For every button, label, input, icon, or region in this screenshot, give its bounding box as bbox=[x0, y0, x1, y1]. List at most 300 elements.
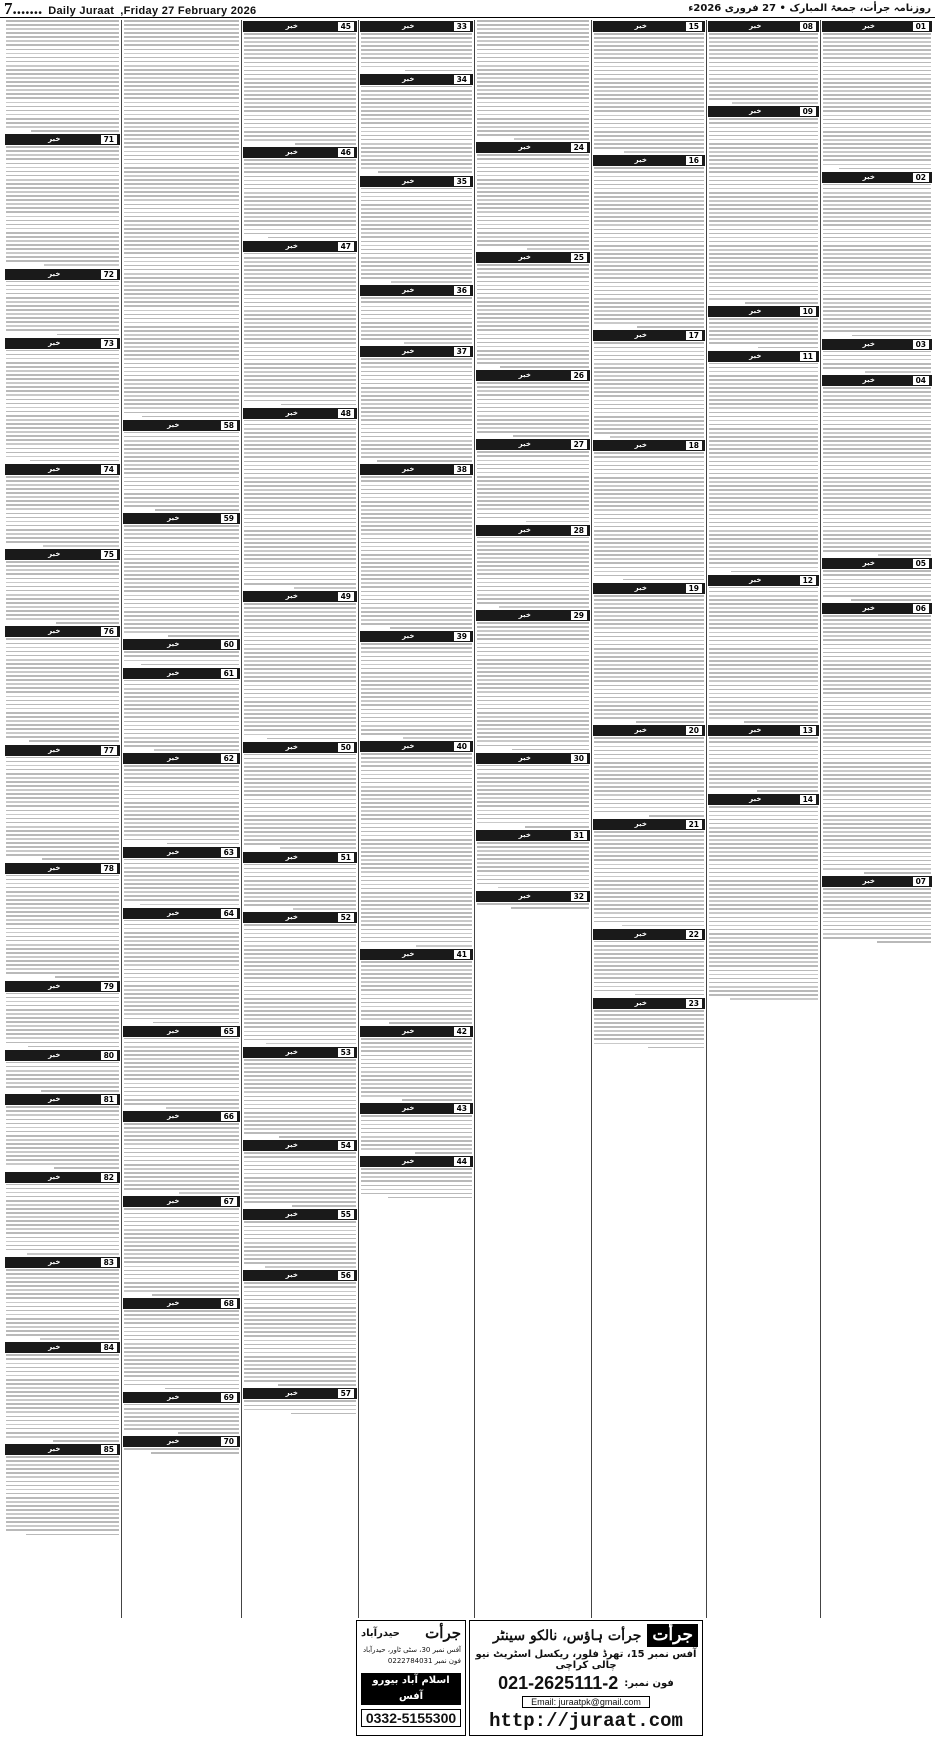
text-line bbox=[361, 843, 472, 845]
news-story[interactable] bbox=[242, 1140, 358, 1207]
news-story[interactable] bbox=[475, 830, 591, 889]
story-number: 13 bbox=[800, 726, 816, 735]
text-line bbox=[823, 220, 931, 222]
text-line bbox=[244, 1091, 356, 1093]
news-story[interactable] bbox=[4, 1172, 121, 1255]
text-line bbox=[594, 619, 704, 621]
text-line bbox=[6, 818, 119, 820]
story-number: 61 bbox=[221, 669, 237, 678]
story-header bbox=[5, 464, 120, 475]
text-line bbox=[361, 110, 472, 112]
news-story[interactable] bbox=[122, 513, 241, 637]
text-line bbox=[124, 586, 239, 588]
text-line bbox=[124, 261, 239, 263]
story-body bbox=[4, 281, 121, 336]
news-story[interactable] bbox=[122, 908, 241, 1024]
text-line bbox=[361, 228, 472, 230]
news-story[interactable] bbox=[4, 1444, 121, 1535]
text-line bbox=[477, 704, 589, 706]
text-line bbox=[124, 712, 239, 714]
text-line bbox=[823, 82, 931, 84]
news-story[interactable] bbox=[122, 1436, 241, 1454]
text-line bbox=[709, 615, 818, 617]
story-number: 83 bbox=[101, 1258, 117, 1267]
news-story[interactable] bbox=[359, 346, 474, 462]
text-line bbox=[6, 386, 119, 388]
news-story[interactable] bbox=[122, 1392, 241, 1434]
news-story[interactable] bbox=[242, 21, 358, 145]
text-line bbox=[709, 859, 818, 861]
news-story[interactable] bbox=[821, 21, 933, 169]
text-line bbox=[6, 1468, 119, 1470]
text-line bbox=[244, 424, 356, 426]
story-title: خبر bbox=[167, 847, 180, 856]
text-line bbox=[361, 835, 472, 837]
story-title: خبر bbox=[402, 632, 415, 641]
text-line bbox=[594, 318, 704, 320]
text-line bbox=[477, 818, 589, 820]
news-story[interactable] bbox=[592, 583, 706, 723]
text-line bbox=[477, 163, 589, 165]
text-line bbox=[594, 290, 704, 292]
masthead bbox=[0, 0, 935, 18]
news-story[interactable] bbox=[821, 375, 933, 556]
news-story[interactable] bbox=[359, 1103, 474, 1153]
text-line bbox=[361, 672, 472, 674]
text-line bbox=[124, 1278, 239, 1280]
news-story[interactable] bbox=[359, 631, 474, 738]
news-story[interactable] bbox=[821, 558, 933, 600]
text-line bbox=[244, 265, 356, 267]
text-line bbox=[124, 1042, 239, 1044]
text-line bbox=[477, 220, 589, 222]
news-story[interactable] bbox=[592, 929, 706, 996]
news-story[interactable] bbox=[359, 464, 474, 629]
news-story[interactable] bbox=[821, 603, 933, 874]
text-line bbox=[6, 1387, 119, 1389]
text-line bbox=[124, 867, 239, 869]
text-line bbox=[477, 496, 589, 498]
text-line bbox=[594, 550, 704, 552]
news-story[interactable] bbox=[707, 21, 820, 104]
news-story[interactable] bbox=[475, 525, 591, 608]
story-title: خبر bbox=[749, 575, 762, 584]
story-title: خبر bbox=[48, 338, 61, 347]
text-line bbox=[594, 196, 704, 198]
text-line bbox=[6, 1029, 119, 1031]
text-line bbox=[124, 826, 239, 828]
news-story[interactable] bbox=[475, 891, 591, 909]
news-story[interactable] bbox=[122, 668, 241, 751]
text-line bbox=[823, 705, 931, 707]
story-header bbox=[123, 420, 240, 431]
news-story[interactable] bbox=[242, 147, 358, 238]
text-line bbox=[6, 602, 119, 604]
text-line bbox=[477, 691, 589, 693]
text-line bbox=[6, 972, 119, 974]
text-line bbox=[6, 146, 119, 148]
text-line bbox=[709, 668, 818, 670]
text-line bbox=[361, 1176, 472, 1178]
text-line bbox=[499, 606, 589, 608]
text-line bbox=[6, 256, 119, 258]
text-line bbox=[709, 990, 818, 992]
text-line bbox=[477, 696, 589, 698]
text-line bbox=[709, 298, 818, 300]
news-story[interactable] bbox=[242, 1209, 358, 1268]
news-story[interactable] bbox=[475, 610, 591, 750]
news-story[interactable] bbox=[122, 420, 241, 511]
news-story[interactable] bbox=[122, 753, 241, 844]
text-line bbox=[124, 989, 239, 991]
text-line bbox=[823, 359, 931, 361]
text-line bbox=[141, 664, 239, 666]
story-header bbox=[123, 1111, 240, 1122]
text-line bbox=[278, 1384, 356, 1386]
news-story[interactable] bbox=[707, 351, 820, 573]
text-line bbox=[124, 899, 239, 901]
news-story[interactable] bbox=[592, 21, 706, 153]
text-line bbox=[477, 545, 589, 547]
text-line bbox=[6, 1497, 119, 1499]
news-story[interactable] bbox=[4, 626, 121, 742]
text-line bbox=[124, 199, 239, 201]
text-line bbox=[244, 1161, 356, 1163]
news-story[interactable] bbox=[707, 306, 820, 348]
text-line bbox=[6, 216, 119, 218]
text-line bbox=[823, 277, 931, 279]
story-body bbox=[242, 1059, 358, 1138]
text-line bbox=[823, 534, 931, 536]
news-story[interactable] bbox=[122, 639, 241, 665]
text-line bbox=[594, 794, 704, 796]
news-story[interactable] bbox=[4, 745, 121, 861]
text-line bbox=[823, 688, 931, 690]
text-line bbox=[878, 554, 931, 556]
text-line bbox=[244, 648, 356, 650]
news-story[interactable] bbox=[592, 725, 706, 816]
story-header bbox=[123, 1196, 240, 1207]
story-header bbox=[243, 1388, 357, 1399]
text-line bbox=[244, 876, 356, 878]
text-line bbox=[709, 831, 818, 833]
text-line bbox=[361, 517, 472, 519]
text-line bbox=[823, 729, 931, 731]
text-line bbox=[594, 294, 704, 296]
story-title: خبر bbox=[285, 1047, 298, 1056]
text-line bbox=[361, 33, 472, 35]
text-line bbox=[477, 20, 589, 22]
news-story[interactable] bbox=[821, 876, 933, 943]
text-line bbox=[709, 782, 818, 784]
text-line bbox=[244, 1063, 356, 1065]
text-line bbox=[244, 1303, 356, 1305]
text-line bbox=[709, 591, 818, 593]
news-story[interactable] bbox=[592, 440, 706, 580]
text-line bbox=[6, 683, 119, 685]
news-story[interactable] bbox=[122, 1298, 241, 1389]
text-line bbox=[477, 451, 589, 453]
story-number: 09 bbox=[800, 107, 816, 116]
email-address[interactable]: Email: juraatpk@gmail.com bbox=[522, 1696, 650, 1708]
text-line bbox=[6, 1066, 119, 1068]
news-story[interactable] bbox=[4, 1342, 121, 1441]
news-story[interactable] bbox=[359, 285, 474, 344]
phone-row bbox=[498, 1673, 674, 1694]
text-line bbox=[124, 655, 239, 657]
news-story[interactable] bbox=[707, 725, 820, 792]
news-story[interactable] bbox=[122, 847, 241, 906]
text-line bbox=[124, 289, 239, 291]
text-line bbox=[594, 53, 704, 55]
text-line bbox=[361, 444, 472, 446]
text-line bbox=[823, 595, 931, 597]
text-line bbox=[124, 1416, 239, 1418]
story-number: 41 bbox=[454, 950, 470, 959]
news-story[interactable] bbox=[4, 863, 121, 979]
text-line bbox=[244, 363, 356, 365]
news-story[interactable] bbox=[4, 134, 121, 266]
text-line bbox=[6, 814, 119, 816]
text-line bbox=[361, 558, 472, 560]
text-line bbox=[477, 394, 589, 396]
text-line bbox=[594, 851, 704, 853]
text-line bbox=[823, 298, 931, 300]
news-story[interactable] bbox=[359, 1026, 474, 1101]
text-line bbox=[291, 1413, 356, 1415]
news-story[interactable] bbox=[122, 1026, 241, 1109]
story-body bbox=[359, 1038, 474, 1101]
news-story[interactable] bbox=[242, 912, 358, 1044]
text-line bbox=[709, 644, 818, 646]
news-story[interactable] bbox=[592, 155, 706, 328]
news-story[interactable] bbox=[707, 575, 820, 723]
news-story[interactable] bbox=[707, 794, 820, 999]
news-story[interactable] bbox=[359, 949, 474, 1024]
text-line bbox=[124, 1148, 239, 1150]
text-line bbox=[6, 1395, 119, 1397]
news-story[interactable] bbox=[4, 338, 121, 462]
text-line bbox=[6, 655, 119, 657]
news-story[interactable] bbox=[592, 998, 706, 1048]
story-title: خبر bbox=[48, 1172, 61, 1181]
text-line bbox=[709, 432, 818, 434]
news-story[interactable] bbox=[122, 1196, 241, 1295]
text-line bbox=[361, 676, 472, 678]
news-story[interactable] bbox=[475, 439, 591, 522]
text-line bbox=[361, 407, 472, 409]
text-line bbox=[477, 81, 589, 83]
text-line bbox=[361, 391, 472, 393]
text-line bbox=[361, 831, 472, 833]
news-story[interactable] bbox=[4, 549, 121, 624]
text-line bbox=[594, 803, 704, 805]
story-header bbox=[5, 1050, 120, 1061]
news-story[interactable] bbox=[242, 1047, 358, 1138]
text-line bbox=[709, 933, 818, 935]
text-line bbox=[244, 1181, 356, 1183]
news-story[interactable] bbox=[821, 339, 933, 373]
story-title: خبر bbox=[862, 559, 875, 568]
text-line bbox=[594, 896, 704, 898]
text-line bbox=[124, 460, 239, 462]
text-line bbox=[124, 960, 239, 962]
news-story[interactable] bbox=[359, 74, 474, 173]
news-story[interactable] bbox=[4, 981, 121, 1048]
text-line bbox=[244, 94, 356, 96]
text-line bbox=[244, 306, 356, 308]
text-line bbox=[244, 790, 356, 792]
news-story[interactable] bbox=[122, 1111, 241, 1194]
text-line bbox=[124, 924, 239, 926]
news-story[interactable] bbox=[475, 20, 591, 140]
news-story[interactable] bbox=[242, 591, 358, 739]
story-title: خبر bbox=[518, 371, 531, 380]
text-line bbox=[361, 1148, 472, 1150]
news-story[interactable] bbox=[4, 1050, 121, 1092]
text-line bbox=[477, 683, 589, 685]
news-story[interactable] bbox=[707, 106, 820, 303]
text-line bbox=[244, 127, 356, 129]
text-line bbox=[124, 570, 239, 572]
text-line bbox=[361, 1193, 472, 1195]
text-line bbox=[477, 199, 589, 201]
text-line bbox=[6, 77, 119, 79]
text-line bbox=[124, 1375, 239, 1377]
text-line bbox=[594, 237, 704, 239]
text-line bbox=[709, 428, 818, 430]
text-line bbox=[124, 391, 239, 393]
news-story[interactable] bbox=[242, 852, 358, 911]
text-line bbox=[709, 705, 818, 707]
text-line bbox=[6, 1001, 119, 1003]
text-line bbox=[244, 180, 356, 182]
text-line bbox=[361, 200, 472, 202]
news-story[interactable] bbox=[4, 269, 121, 336]
text-line bbox=[823, 436, 931, 438]
story-header bbox=[5, 1444, 120, 1455]
story-body bbox=[592, 941, 706, 996]
text-line bbox=[709, 176, 818, 178]
text-line bbox=[124, 830, 239, 832]
text-line bbox=[6, 907, 119, 909]
story-body bbox=[242, 159, 358, 238]
text-line bbox=[244, 1108, 356, 1110]
text-line bbox=[6, 423, 119, 425]
news-story[interactable] bbox=[242, 742, 358, 849]
story-title: خبر bbox=[402, 465, 415, 474]
news-story[interactable] bbox=[359, 21, 474, 71]
text-line bbox=[6, 207, 119, 209]
text-line bbox=[594, 229, 704, 231]
story-number: 56 bbox=[338, 1271, 354, 1280]
news-story[interactable] bbox=[4, 1257, 121, 1340]
text-line bbox=[361, 1120, 472, 1122]
text-line bbox=[527, 248, 589, 250]
story-title: خبر bbox=[862, 877, 875, 885]
text-line bbox=[244, 676, 356, 678]
news-story[interactable] bbox=[242, 241, 358, 406]
text-line bbox=[6, 919, 119, 921]
text-line bbox=[594, 298, 704, 300]
text-line bbox=[244, 664, 356, 666]
text-line bbox=[477, 236, 589, 238]
news-story[interactable] bbox=[475, 753, 591, 828]
news-story[interactable] bbox=[4, 1094, 121, 1169]
story-body bbox=[4, 1106, 121, 1169]
news-story[interactable] bbox=[475, 370, 591, 437]
text-line bbox=[124, 582, 239, 584]
text-line bbox=[477, 854, 589, 856]
text-line bbox=[124, 859, 239, 861]
text-line bbox=[823, 815, 931, 817]
text-line bbox=[244, 1368, 356, 1370]
text-line bbox=[477, 386, 589, 388]
news-story[interactable] bbox=[242, 408, 358, 589]
text-line bbox=[244, 973, 356, 975]
text-line bbox=[709, 685, 818, 687]
text-line bbox=[594, 526, 704, 528]
news-story[interactable] bbox=[242, 1388, 358, 1414]
text-line bbox=[823, 860, 931, 862]
story-number: 57 bbox=[338, 1389, 354, 1398]
text-line bbox=[6, 594, 119, 596]
text-line bbox=[709, 412, 818, 414]
text-line bbox=[6, 81, 119, 83]
news-story[interactable] bbox=[821, 172, 933, 337]
website-url[interactable]: http://juraat.com bbox=[489, 1710, 683, 1732]
news-story[interactable] bbox=[122, 20, 241, 417]
news-story[interactable] bbox=[242, 1270, 358, 1386]
news-story[interactable] bbox=[592, 819, 706, 926]
news-story[interactable] bbox=[359, 176, 474, 283]
text-line bbox=[6, 704, 119, 706]
news-story[interactable] bbox=[359, 741, 474, 946]
story-title: خبر bbox=[167, 1299, 180, 1308]
text-line bbox=[244, 485, 356, 487]
text-line bbox=[477, 65, 589, 67]
news-story[interactable] bbox=[475, 252, 591, 368]
text-line bbox=[244, 815, 356, 817]
text-line bbox=[244, 326, 356, 328]
text-line bbox=[124, 871, 239, 873]
date-urdu: روزنامہ جرأت، جمعۃ المبارک • 27 فروری 2026ء bbox=[688, 3, 931, 14]
news-story[interactable] bbox=[4, 464, 121, 547]
text-line bbox=[124, 318, 239, 320]
text-line bbox=[594, 668, 704, 670]
text-line bbox=[361, 45, 472, 47]
text-line bbox=[244, 1400, 356, 1402]
text-line bbox=[244, 318, 356, 320]
text-line bbox=[404, 342, 472, 344]
news-story[interactable] bbox=[592, 330, 706, 437]
news-story[interactable] bbox=[475, 142, 591, 249]
text-line bbox=[6, 708, 119, 710]
text-line bbox=[361, 314, 472, 316]
text-line bbox=[244, 45, 356, 47]
news-story[interactable] bbox=[359, 1156, 474, 1198]
text-line bbox=[594, 420, 704, 422]
news-story[interactable] bbox=[4, 20, 121, 132]
story-header bbox=[123, 908, 240, 919]
text-line bbox=[477, 805, 589, 807]
text-line bbox=[124, 977, 239, 979]
text-line bbox=[361, 570, 472, 572]
text-line bbox=[477, 569, 589, 571]
text-line bbox=[6, 578, 119, 580]
text-line bbox=[823, 395, 931, 397]
text-line bbox=[477, 57, 589, 59]
